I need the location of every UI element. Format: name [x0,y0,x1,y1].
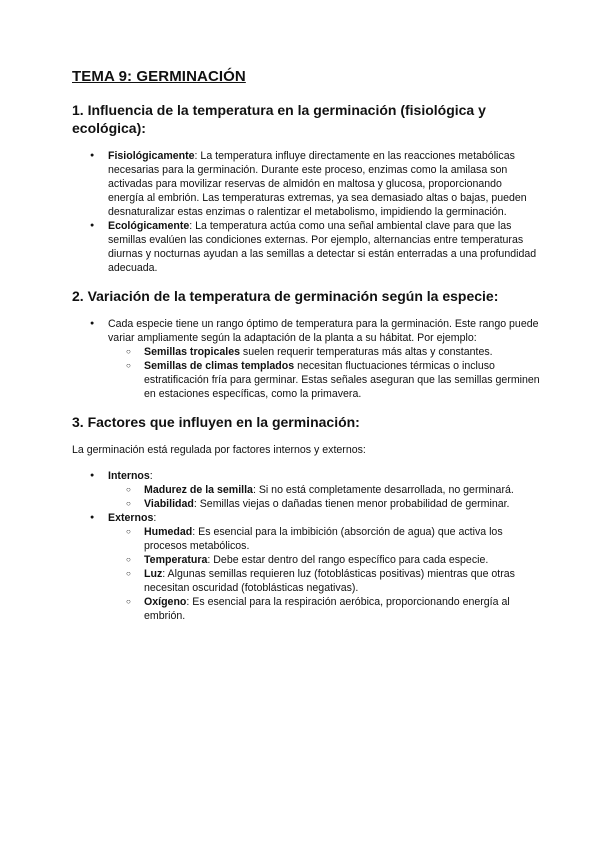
sublist-item [144,497,540,511]
externos-sublist [108,525,540,623]
section-3-heading: 3. Factores que influyen en la germinación: [72,414,360,430]
section-2-list [72,317,540,401]
sublist-item [144,595,540,623]
term: Temperatura [144,554,208,566]
section-1-list [72,149,540,275]
term: Semillas de climas templados [144,360,295,372]
sublist-item [144,483,540,497]
item-text: : La temperatura influye directamente en las reacciones metabólicas necesarias para la germinación. Durante este proceso, enzimas como la amilasa son activadas para movilizar reservas de almidón en maltosa y glucosa, proporcionando energía al embrión. Las temperaturas extremas, ya sea demasiado altas o bajas, pueden desnaturalizar estas enzimas o ralentizar el metabolismo, impidiendo la germinación. [108,150,527,218]
list-item [108,219,540,275]
list-item [108,317,540,401]
sublist-item [144,553,540,567]
colon: : [153,512,157,524]
term: Internos [108,470,150,482]
item-text: : Si no está completamente desarrollada, no germinará. [252,484,514,496]
sublist-item [144,359,540,401]
item-text: : Semillas viejas o dañadas tienen menor probabilidad de germinar. [193,498,510,510]
term: Humedad [144,526,193,538]
term: Ecológicamente [108,220,190,232]
item-text: suelen requerir temperaturas más altas y constantes. [239,346,493,358]
item-text: necesitan fluctuaciones térmicas o incluso estratificación fría para germinar. Estas señales aseguran que las semillas germinen en estaciones específicas, como la primavera. [144,360,540,400]
sublist-item [144,345,540,359]
list-item-externos [108,511,540,623]
item-text: : Es esencial para la imbibición (absorción de agua) que activa los procesos metabólicos. [144,526,503,552]
document-title: TEMA 9: GERMINACIÓN [72,68,246,85]
list-item-internos [108,469,540,511]
item-text: Cada especie tiene un rango óptimo de temperatura para la germinación. Este rango puede variar ampliamente según la adaptación de la planta a su hábitat. Por ejemplo: [108,318,539,344]
term: Oxígeno [144,596,187,608]
term: Externos [108,512,154,524]
term: Semillas tropicales [144,346,240,358]
internos-sublist [108,483,540,511]
term: Viabilidad [144,498,194,510]
term: Fisiológicamente [108,150,195,162]
section-3-list [72,469,540,623]
sublist-item [144,525,540,553]
item-text: : La temperatura actúa como una señal ambiental clave para que las semillas evalúen las condiciones externas. Por ejemplo, alternancias entre temperaturas diurnas y nocturnas ayudan a las semillas a detectar si están enterradas a una profundidad adecuada. [108,220,537,274]
section-2-sublist [108,345,540,401]
item-text: : Debe estar dentro del rango específico para cada especie. [207,554,489,566]
sublist-item [144,567,540,595]
colon: : [149,470,153,482]
list-item [108,149,540,219]
term: Madurez de la semilla [144,484,253,496]
section-2-heading: 2. Variación de la temperatura de germinación según la especie: [72,288,499,304]
section-3-intro: La germinación está regulada por factores internos y externos: [72,444,366,456]
term: Luz [144,568,163,580]
item-text: : Algunas semillas requieren luz (fotoblásticas positivas) mientras que otras necesitan oscuridad (fotoblásticas negativas). [144,568,515,594]
section-1-heading: 1. Influencia de la temperatura en la germinación (fisiológica y ecológica): [72,102,486,136]
item-text: : Es esencial para la respiración aeróbica, proporcionando energía al embrión. [144,596,510,622]
